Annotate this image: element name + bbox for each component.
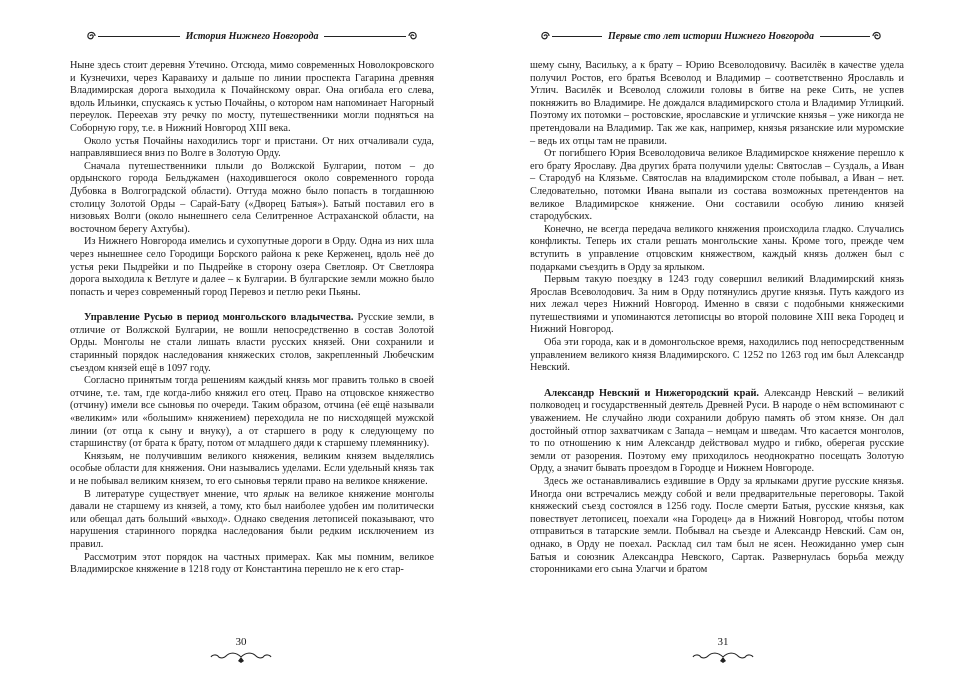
header-rule: [552, 36, 602, 37]
paragraph: Князьям, не получившим великого княжения, великим князем выделялись особые области для княжения. Они назывались уделами. Если удельный князь так и не побывал великим князем, то его сыновья теряли право на великое княжение.: [70, 450, 434, 487]
header-rule: [98, 36, 180, 37]
section-heading: Управление Русью в период монгольского владычества.: [84, 312, 354, 324]
paragraph: Здесь же останавливались ездившие в Орду за ярлыками другие русские князья. Иногда они встречались между собой и вели предварительные переговоры. Такой княжеский съезд состоялся в 1256 году. После смерти Батыя, русские князья, как повествует летописец, поехали «на Городец» да в Нижний Новгород, чтобы потом отправиться в татарские земли. Побывал на съезде и Александр Невский. Сам он, однако, в Орду не поехал. Расклад сил там был не ясен. Неожиданно умер сын Батыя и союзник Александра Невского, Сартак. Развернулась борьба между сторонниками его сына Улагчи и братом: [530, 476, 904, 576]
paragraph-text: В литературе существует мнение, что: [84, 488, 264, 500]
flourish-icon: [82, 28, 98, 44]
paragraph: Из Нижнего Новгорода имелись и сухопутные дороги в Орду. Одна из них шла через нынешнее село Городищи Борского района к реке Керженец, вдоль неё до устья реки Пыдрейки и по Пыдрейке в сторону озера Светлояр. От Светлояра дорога выходила к Ветлуге и далее – к Булгарии. В булгарские земли можно было попасть и через современный город Перевоз и петлю реки Пьяны.: [70, 236, 434, 298]
running-header: [536, 26, 886, 46]
flourish-icon: [406, 28, 422, 44]
fleuron-icon: [688, 650, 758, 664]
fleuron-icon: [206, 650, 276, 664]
paragraph: Около устья Почайны находились торг и пристани. От них отчаливали суда, направлявшиеся вниз по Волге в Золотую Орду.: [70, 135, 434, 160]
paragraph: Оба эти города, как и в домонгольское время, находились под непосредственным управлением великого князя Владимирского. С 1252 по 1263 год им был Александр Невский.: [530, 337, 904, 374]
paragraph: Конечно, не всегда передача великого княжения происходила гладко. Случались конфликты. Теперь их стали решать монгольские ханы. Кроме того, прежде чем вступить в управление отцовским княжеством, каждый князь должен был с подарками съездить в Орду за ярлыком.: [530, 223, 904, 273]
paragraph: шему сыну, Васильку, а к брату – Юрию Всеволодовичу. Василёк в качестве удела получил Ростов, его братья Всеволод и Владимир – соответственно Ярославль и Углич. Василёк и Всеволод сложили головы в битве на реке Сить, не успев покняжить во Владимире. Не дождался владимирского стола и Владимир Углицкий. Поэтому их потомки – ростовские, ярославские и угличские князья – уже никогда не претендовали на Владимир. Так же как, например, князья рязанские или муромские – ведь их отцы там не правили.: [530, 60, 904, 147]
paragraph: Ныне здесь стоит деревня Утечино. Отсюда, мимо современных Новолокровского и Кузнечихи, через Караваиху и дальше по линии проспекта Гагарина древняя Владимирская дорога выходила к Почайнскому овраг. Она огибала его слева, вдоль Ильинки, спускаясь к устью Почайны, о котором нам напоминает Нагорный переулок. Переехав эту речку по мосту, путешественники могли подняться на Соборную гору, т.е. в Нижний Новгород XIII века.: [70, 60, 434, 134]
paragraph: Сначала путешественники плыли до Волжской Булгарии, потом – до ордынского города Бельджамен (находившегося около современного города Дубовка в Волгоградской области). Оттуда можно было попасть в тогдашнюю столицу Золотой Орды – Сарай-Бату («Дворец Батыя»). Батый поставил его в низовьях Волги (около нынешнего села Селитренное Астраханской области, на восточном берегу Ахтубы).: [70, 160, 434, 235]
italic-term: ярлык: [263, 488, 290, 500]
section-heading: Александр Невский и Нижегородский край.: [544, 387, 759, 399]
paragraph-text: на великое княжение монголы давали не старшему из князей, а тому, кто был наиболее удобен им политически или обещал дать больший «выход». Однако сведения летописей показывают, что нарушения старинного порядка наследования были редким исключением из правил.: [70, 488, 434, 550]
flourish-icon: [870, 28, 886, 44]
header-title: История Нижнего Новгорода: [185, 30, 319, 42]
body-text: [70, 60, 434, 577]
section-paragraph: [70, 312, 434, 375]
section-paragraph: [530, 388, 904, 476]
body-text: [530, 60, 904, 577]
right-page: [482, 0, 964, 680]
paragraph: От погибшего Юрия Всеволодовича великое Владимирское княжение перешло к его брату Ярославу. Два других брата получили уделы: Святослав – Суздаль, а Иван – Стародуб на Клязьме. Святослав на владимирском столе побывал, а Иван – нет. Следовательно, потомки Ивана выпали из состава возможных претендентов на великое Владимирское княжение. Они составили особую линию князей стародубских.: [530, 148, 904, 223]
running-header: [82, 26, 422, 46]
paragraph-text: Александр Невский – великий полководец и государственный деятель Древней Руси. В народе о нём вспоминают с уважением. Не случайно люди сохранили добрую память об этом князе. Он дал достойный отпор захватчикам с Запада – немцам и шведам. Что касается монголов, то по отношению к ним Александр действовал мудро и гибко, оберегая русские земли от разорения. Поэтому ему приходилось неоднократно посещать Золотую Орду, а значит бывать проездом в Городце и Нижнем Новгороде.: [530, 387, 904, 475]
paragraph: Согласно принятым тогда решениям каждый князь мог править только в своей отчине, т.е. там, где когда-либо княжил его отец. Право на отцовское княжество (отчину) имели все сыновья по очереди. Таким образом, отчина (её ещё называли «великим» или «большим» княжением) переходила не по нисходящей мужской линии (от отца к сыну и внуку), а от старшего в роду к следующему по старшинству (от брата к брату, потом от младшего дяди к старшему племяннику).: [70, 375, 434, 450]
paragraph: Рассмотрим этот порядок на частных примерах. Как мы помним, великое Владимирское княжение в 1218 году от Константина перешло не к его стар-: [70, 551, 434, 576]
header-rule: [820, 36, 870, 37]
page-number: 30: [235, 636, 247, 648]
page-number: 31: [717, 636, 729, 648]
paragraph-text: Русские земли, в отличие от Волжской Булгарии, не вошли непосредственно в состав Золотой Орды. Монголы не стали лишать власти русских князей. Они сохранили и старинный порядок наследования княжеских столов, закрепленный Любечским съездом князей ещё в 1097 году.: [70, 312, 434, 374]
flourish-icon: [536, 28, 552, 44]
paragraph: [70, 489, 434, 552]
paragraph: Первым такую поездку в 1243 году совершил великий Владимирский князь Ярослав Всеволодович. За ним в Орду потянулись другие князья. Путь каждого из них лежал через Нижний Новгород. Именно в связи с подобными княжескими путешествиями и упоминаются летописцы во второй половине XIII века Городец и Нижний Новгород.: [530, 274, 904, 336]
header-title: Первые сто лет истории Нижнего Новгорода: [608, 30, 814, 42]
header-rule: [324, 36, 406, 37]
